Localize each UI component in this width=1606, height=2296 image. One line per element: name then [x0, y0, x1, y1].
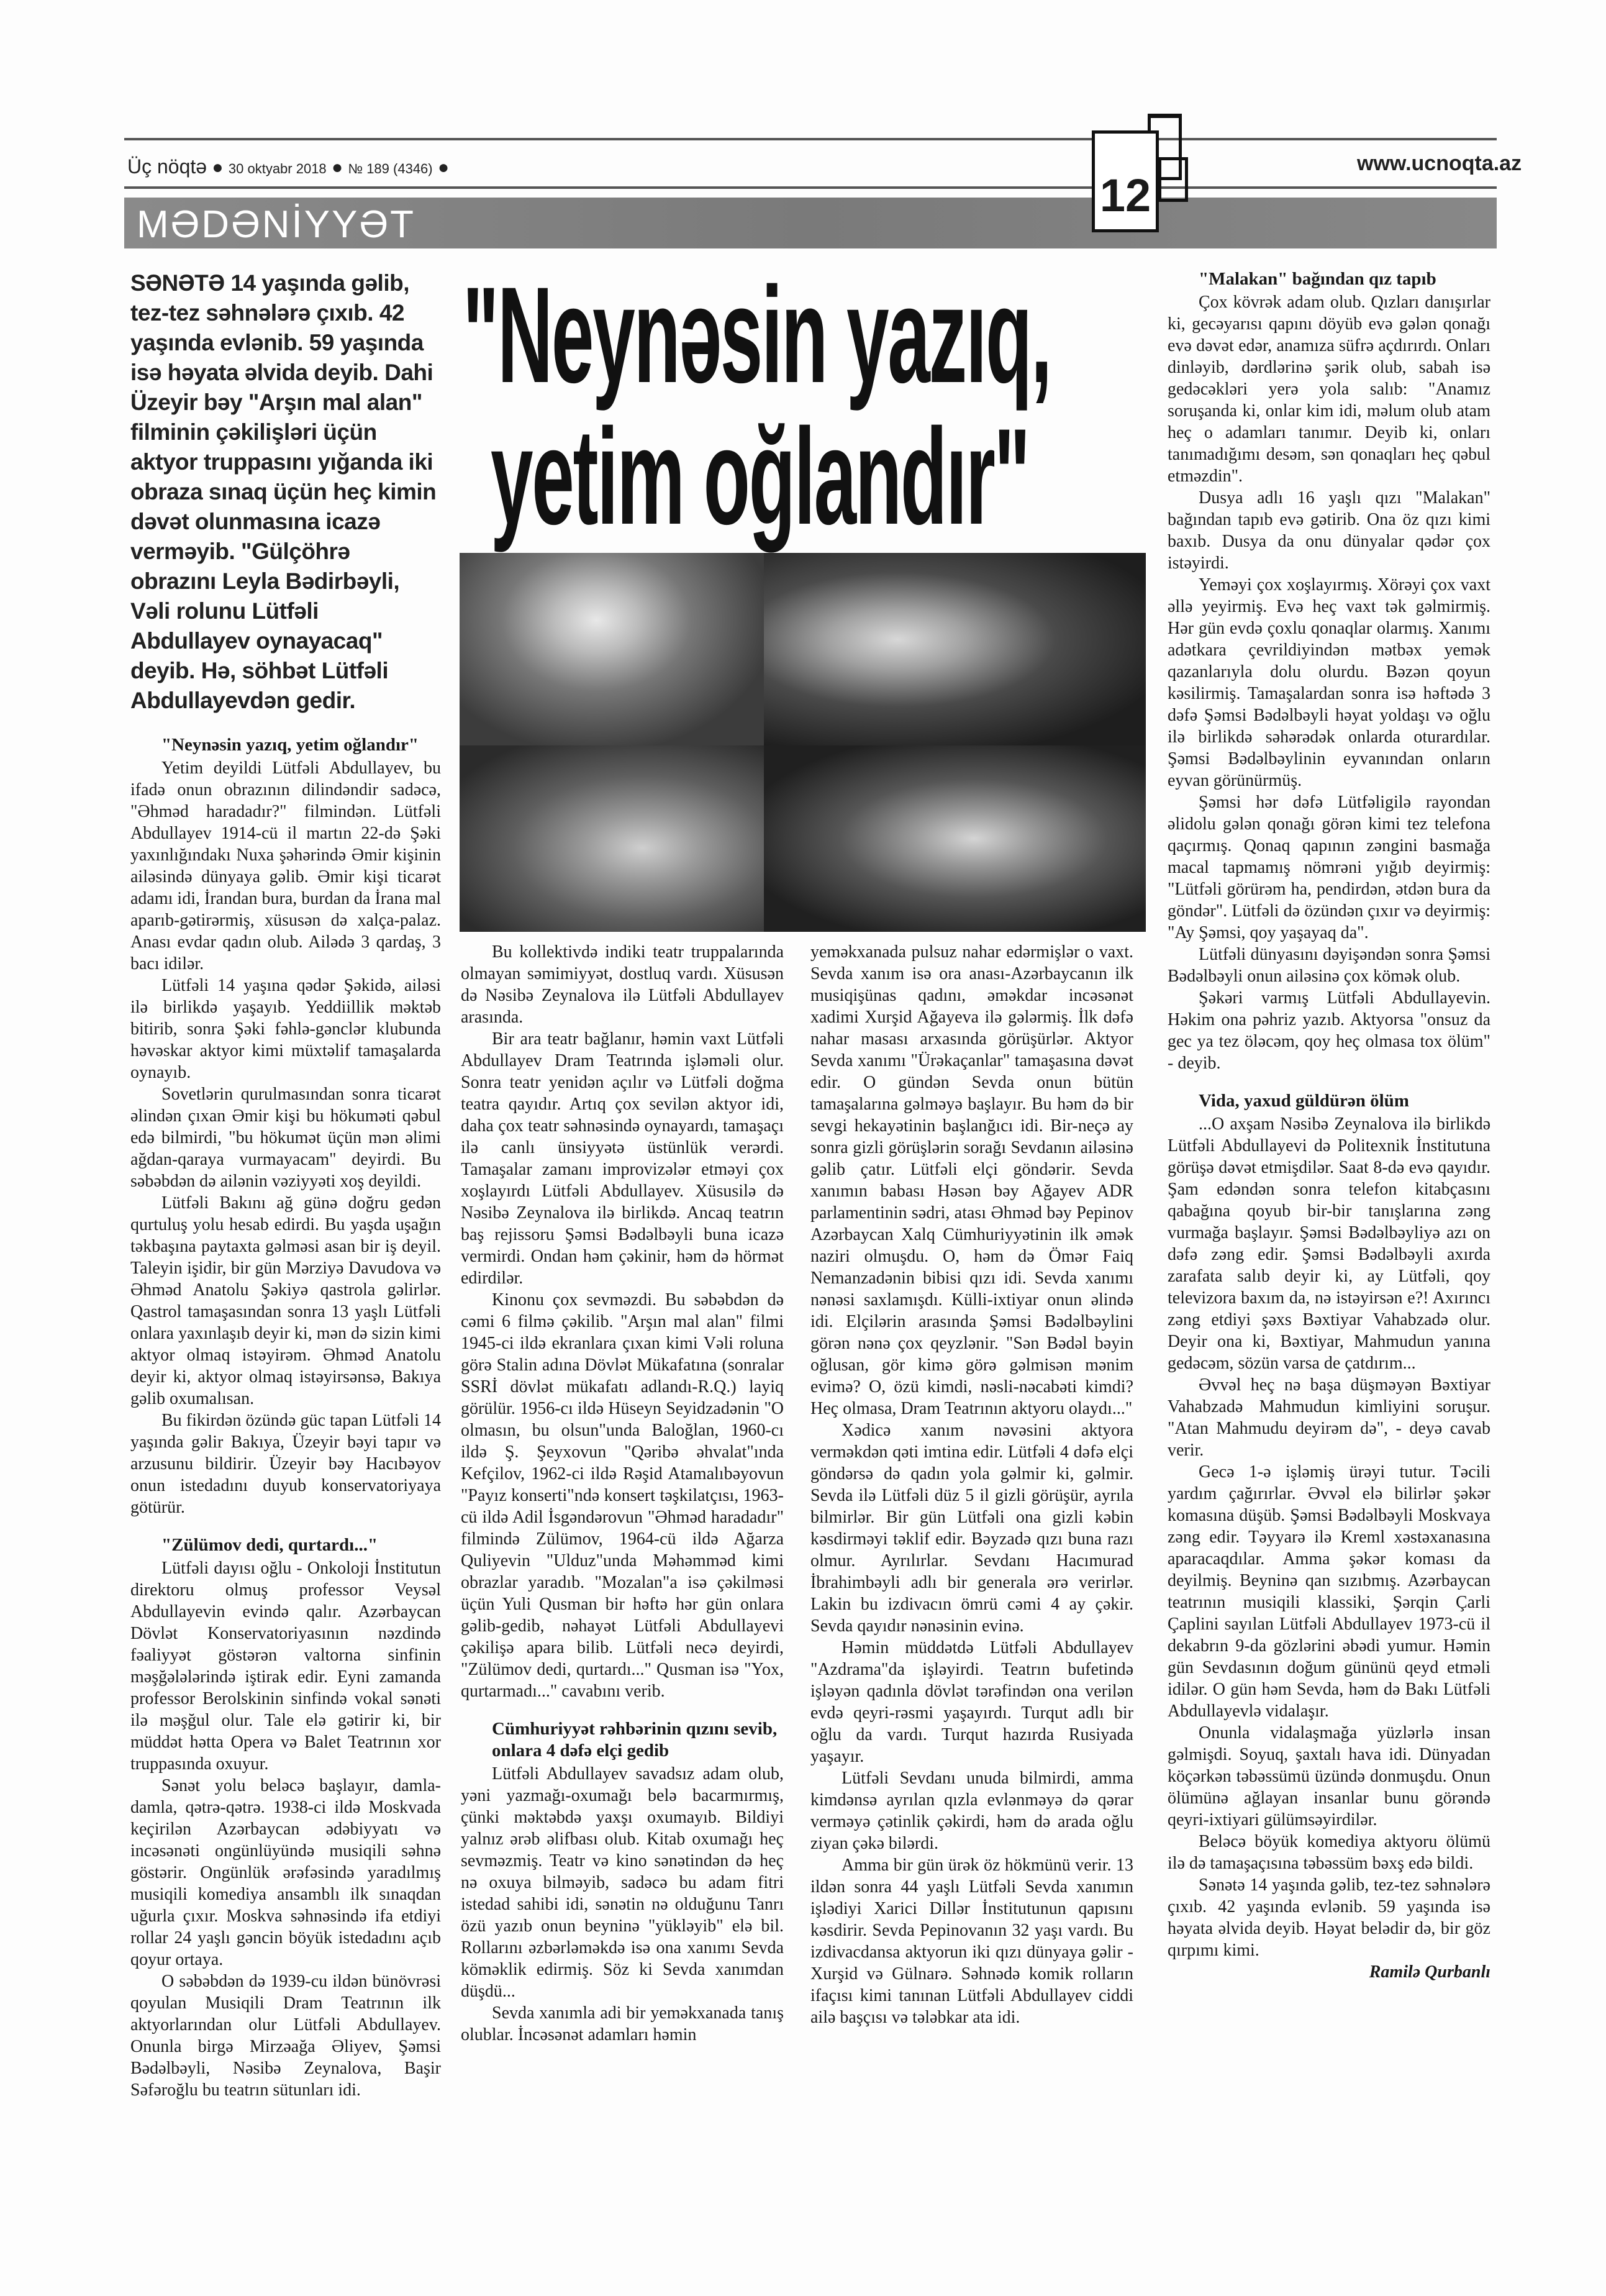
paragraph: Şəmsi hər dəfə Lütfəligilə rayondan əlidolu gələn qonağı görən kimi tez telefona qaçırmış. Qonaq qapının zəngini basmağa macal tapmamış nömrəni yığıb deyirmiş: "Lütfəli görürəm ha, pendirdən, ətdən bura da göndər". Lütfəli də özündən çıxır və deyirmiş: "Ay Şəmsi, qoy yaşayaq da".: [1168, 793, 1490, 942]
header-info: [127, 155, 449, 178]
paragraph: Lütfəli Abdullayev savadsız adam olub, yəni yazmağı-oxumağı belə bacarmırmış, çünki məktəbdə yaxşı oxumayıb. Bildiyi yalnız ərəb əlifbası olub. Kitab oxumağı heç sevməzmiş. Teatr və kino sənətindən də heç nə oxuya bilməyib, sadəcə bu adam fitri istedad sahibi idi, sənətin nə olduğunu Tanrı özü yazıb onun beyninə "yükləyib" elə bil. Rollarını əzbərləməkdə isə ona xanımı Sevda köməklik edirmiş. Söz ki Sevda xanımdan düşdü...: [461, 1764, 784, 2001]
photo-man-in-cap: [764, 745, 1146, 932]
paragraph: Dusya adlı 16 yaşlı qızı "Malakan" bağından tapıb evə gətirib. Ona öz qızı kimi baxıb. Dusya da onu dünyalar qədər çox istəyirdi.: [1168, 488, 1490, 573]
paper-name: Üç nöqtə: [127, 155, 207, 178]
paragraph: Bu fikirdən özündə güc tapan Lütfəli 14 yaşında gəlir Bakıya, Üzeyir bəyi tapır və arzusunu bildirir. Üzeyir bəy Hacıbəyov onun istedadını duyub konservatoriyaya götürür.: [130, 1411, 441, 1517]
paragraph: Həmin müddətdə Lütfəli Abdullayev "Azdrama"da işləyirdi. Teatrın bufetində işləyən qadınla dövlət tərəfindən ona verilən evdə qeyri-rəsmi yaşayırdı. Turqut adlı bir oğlu da vardı. Turqut hazırda Rusiyada yaşayır.: [810, 1638, 1133, 1766]
article-title-line-2: yetim oğlandır": [491, 400, 1029, 553]
paragraph: Onunla vidalaşmağa yüzlərlə insan gəlmişdi. Soyuq, şaxtalı hava idi. Dünyadan köçərkən təbəssümü üzündə donmuşdu. Onun ölümünə ağlayan insanlar bunu görəndə qeyri-ixtiyari gülümsəyirdilər.: [1168, 1723, 1490, 1829]
paragraph: Sənətə 14 yaşında gəlib, tez-tez səhnələrə çıxıb. 42 yaşında evlənib. 59 yaşında isə həyata əlvida deyib. Həyat belədir də, bir göz qırpımı kimi.: [1168, 1875, 1490, 1960]
page-number: 12: [1099, 170, 1151, 221]
subheading: Cümhuriyyət rəhbərinin qızını sevib, onlara 4 dəfə elçi gedib: [492, 1719, 778, 1761]
subheading: Vida, yaxud güldürən ölüm: [1199, 1091, 1409, 1111]
section-title: MƏDƏNİYYƏT: [137, 203, 415, 246]
paragraph: Gecə 1-ə işləmiş ürəyi tutur. Təcili yardım çağırırlar. Əvvəl elə bilirlər şəkər komasına düşüb. Şəmsi Bədəlbəyli Moskvaya zəng edir. Təyyarə ilə Kreml xəstəxanasına aparacaqdılar. Amma şəkər koması da deyilmiş. Beyninə qan sızıbmış. Azərbaycan teatrının musiqili klassiki, Şərqin Çarli Çaplini sayılan Lütfəli Abdullayev 1973-cü il dekabrın 9-da gözlərini əbədi yumur. Həmin gün Sevdasının doğum gününü qeyd etməli idilər. O gün həm Sevda, həm də Bakı Lütfəli Abdullayevlə vidalaşır.: [1168, 1462, 1490, 1721]
paragraph: yeməkxanada pulsuz nahar edərmişlər o vaxt. Sevda xanım isə ora anası-Azərbaycanın ilk musiqişünas qadını, əməkdar incəsənət xadimi Xurşid Ağayeva ilə gələrmiş. İlk dəfə nahar masası arxasında görüşürlər. Aktyor Sevda xanımı "Ürəkaçanlar" tamaşasına dəvət edir. O gündən Sevda onun bütün tamaşalarına gəlməyə başlayır. Bu həm də bir sevgi hekayətinin başlanğıcı idi. Bir-neçə ay sonra gizli görüşlərin sorağı Sevdanın ailəsinə gəlib çatır. Lütfəli elçi göndərir. Sevda xanımın babası Həsən bəy Ağayev ADR parlamentinin sədri, atası Əhməd bəy Pepinov Azərbaycan Xalq Cümhuriyyətinin ilk əmək naziri olmuşdu. O, həm də Ömər Faiq Nemanzadənin bibisi qızı idi. Sevda xanımı nənəsi saxlamışdı. Külli-ixtiyar onun əlində idi. Elçilərin arasında Şəmsi Bədəlbəylini görən nənə çox qeyzlənir. "Sən Bədəl bəyin oğlusan, gör kimə görə gəlmisən mənim evimə? O, özü kimdi, nəsli-nəcabəti kimdi? Heç olmasa, Dram Teatrının aktyoru olaydı...": [810, 942, 1133, 1418]
article-column-4: [1168, 268, 1490, 1983]
subheading: "Zülümov dedi, qurtardı...": [161, 1535, 378, 1555]
decor-square: [1158, 157, 1188, 202]
paragraph: Əvvəl heç nə başa düşməyən Bəxtiyar Vahabzadə Mahmudun kimliyini soruşur. "Atan Mahmudu deyirəm də", - deyə cavab verir.: [1168, 1375, 1490, 1460]
paragraph: Çox kövrək adam olub. Qızları danışırlar ki, gecəyarısı qapını döyüb evə gələn qonağı evə dəvət edər, anamıza süfrə açdırırdı. Onları dinləyib, dərdlərinə şərik olub, sabah isə gedəcəkləri yerə yola salıb: "Anamız soruşanda ki, onlar kim idi, məlum olub atam heç o adamları tanımır. Deyib ki, onları tanımadığımı desəm, sən qonaqları heç qəbul etməzdin".: [1168, 293, 1490, 486]
paragraph: Lütfəli dünyasını dəyişəndən sonra Şəmsi Bədəlbəyli onun ailəsinə çox kömək olub.: [1168, 945, 1490, 986]
paragraph: ...O axşam Nəsibə Zeynalova ilə birlikdə Lütfəli Abdullayevi də Politexnik İnstitutuna görüşə dəvət etmişdilər. Saat 8-də evə qayıdır. Şam edəndən sonra telefon kitabçasını qabağına qoyub bir-bir tanışlarına zəng vurmağa başlayır. Şəmsi Bədəlbəyliyə azı on dəfə zəng edir. Şəmsi Bədəlbəyli axırda zarafata salıb deyir ki, ay Lütfəli, qoy televizora baxım da, nə istəyirsən e?! Axırıncı zəng etdiyi şəxs Bəxtiyar Vahabzadə olur. Deyir ona ki, Bəxtiyar, Mahmudun yanına gedəcəm, sözün varsa de çatdırım...: [1168, 1114, 1490, 1373]
paragraph: Lütfəli 14 yaşına qədər Şəkidə, ailəsi ilə birlikdə yaşayıb. Yeddiillik məktəb bitirib, sonra Şəki fəhlə-gənclər klubunda həvəskar aktyor kimi müxtəlif tamaşalarda oynayıb.: [130, 976, 441, 1082]
header-top-rule: [124, 138, 1497, 140]
paragraph: Sevda xanımla adi bir yeməkxanada tanış olublar. İncəsənət adamları həmin: [461, 2003, 784, 2044]
paragraph: Sənət yolu beləcə başlayır, damla-damla, qətrə-qətrə. 1938-ci ildə Moskvada keçirilən Azərbaycan ədəbiyyatı və incəsənəti ongünlüyündə musiqili səhnə göstərir. Ongünlük ərəfəsində yaradılmış musiqili komediya ansamblı ilk sınaqdan uğurla çıxır. Moskva səhnəsində ifa etdiyi rollar 24 yaşlı gəncin böyük istedadını açıb qoyur ortaya.: [130, 1776, 441, 1969]
article-column-2: [461, 941, 784, 2046]
paragraph: O səbəbdən də 1939-cu ildən bünövrəsi qoyulan Musiqili Dram Teatrının ilk aktyorlarından olur Lütfəli Abdullayev. Onunla birgə Mirzəağa Əliyev, Şəmsi Bədəlbəyli, Nəsibə Zeynalova, Başir Səfəroğlu bu teatrın sütunları idi.: [130, 1972, 441, 2100]
paragraph: Lütfəli dayısı oğlu - Onkoloji İnstitutun direktoru olmuş professor Veysəl Abdullayevin evində qalır. Azərbaycan Dövlət Konservatoriyasının nəzdində fəaliyyət göstərən valtorna sinfinin məşğələlərində iştirak edir. Eyni zamanda professor Berolskinin sinfində vokal sənəti ilə məşğul olur. Tale elə gətirir ki, bir müddət hətta Opera və Balet Teatrının xor truppasında oxuyur.: [130, 1559, 441, 1774]
article-title: [463, 258, 1146, 553]
article-title-line-1: "Neynəsin yazıq,: [463, 258, 1051, 411]
paragraph: Şəkəri varmış Lütfəli Abdullayevin. Həkim ona pəhriz yazıb. Aktyorsa "onsuz da gec ya tez öləcəm, qoy heç olmasa tox ölüm" - deyib.: [1168, 988, 1490, 1073]
paragraph: Bir ara teatr bağlanır, həmin vaxt Lütfəli Abdullayev Dram Teatrında işləməli olur. Sonra teatr yenidən açılır və Lütfəli doğma teatra qayıdır. Artıq çox sevilən aktyor idi, daha çox teatr səhnəsində oynayardı, tamaşaçı ilə canlı ünsiyyətə üstünlük verərdi. Tamaşalar zamanı improvizələr etməyi çox xoşlayırdı Lütfəli Abdullayev. Xüsusilə də Nəsibə Zeynalova ilə birlikdə. Ancaq teatrın baş rejissoru Şəmsi Bədəlbəyli buna icazə vermirdi. Ondan həm çəkinir, həm də hörmət edirdilər.: [461, 1029, 784, 1288]
paragraph: Bu kollektivdə indiki teatr truppalarında olmayan səmimiyyət, dostluq vardı. Xüsusən də Nəsibə Zeynalova ilə Lütfəli Abdullayev arasında.: [461, 942, 784, 1027]
paragraph: Lütfəli Sevdanı unuda bilmirdi, amma kimdənsə ayrılan qızla evlənməyə də qərar verməyə çətinlik çəkirdi, həm də arada oğlu ziyan çəkə bilərdi.: [810, 1769, 1133, 1853]
paragraph: Sovetlərin qurulmasından sonra ticarət əlindən çıxan Əmir kişi bu hökuməti qəbul edə bilmirdi, "bu hökumət üçün mən əlimi ağdan-qaraya vurmayacam" deyirdi. Bu səbəbdən də ailənin vəziyyəti xoş deyildi.: [130, 1085, 441, 1191]
website-link[interactable]: www.ucnoqta.az: [1357, 152, 1522, 175]
subheading: "Malakan" bağından qız tapıb: [1199, 269, 1436, 289]
column-1-wrapper: [130, 268, 441, 2101]
bullet-icon: ●: [212, 157, 224, 178]
page-number-box: [1092, 130, 1159, 232]
paragraph: Amma bir gün ürək öz hökmünü verir. 13 ildən sonra 44 yaşlı Lütfəli Sevda xanımın işlədiyi Xarici Dillər İnstitutunun qapısını kəsdirir. Sevda Pepinovanın 32 yaşı vardı. Bu izdivacdansa aktyorun iki qızı dünyaya gəlir - Xurşid və Gülnarə. Səhnədə komik rolların ifaçısı kimi tanınan Lütfəli Abdullayev ciddi ailə başçısı və tələbkar ata idi.: [810, 1856, 1133, 2027]
photo-woman-and-man: [460, 745, 764, 932]
paragraph: Xədicə xanım nəvəsini aktyora verməkdən qəti imtina edir. Lütfəli 4 dəfə elçi göndərsə də qadın yola gəlmir ki, gəlmir. Sevda ilə Lütfəli düz 5 il gizli görüşür, ayrıla bilmirlər. Bir gün Lütfəli ona gizli kəbin kəsdirməyi təklif edir. Bəyzadə qızı buna razı olmur. Ayrılırlar. Sevdanı Hacımurad İbrahimbəyli adlı bir generala ərə verirlər. Lakin bu izdivacın ömrü cəmi 4 ay çəkir. Sevda qayıdır nənəsinin evinə.: [810, 1421, 1133, 1636]
article-lead: SƏNƏTƏ 14 yaşında gəlib, tez-tez səhnələrə çıxıb. 42 yaşında evlənib. 59 yaşında isə həyata əlvida deyib. Dahi Üzeyir bəy "Arşın mal alan" filminin çəkilişləri üçün aktyor truppasını yığanda iki obraza sınaq üçün heç kimin dəvət olunmasına icazə verməyib. "Gülçöhrə obrazını Leyla Bədirbəyli, Vəli rolunu Lütfəli Abdullayev oynayacaq" deyib. Hə, söhbət Lütfəli Abdullayevdən gedir.: [130, 270, 437, 713]
paragraph: Lütfəli Bakını ağ günə doğru gedən qurtuluş yolu hesab edirdi. Bu yaşda uşağın təkbaşına paytaxta gəlməsi asan bir iş deyil. Taleyin işidir, bir gün Mərziyə Davudova və Əhməd Anatolu Şəkiyə qastrola gəlirlər. Qastrol tamaşasından sonra 13 yaşlı Lütfəli onlara yaxınlaşıb deyir ki, mən də sizin kimi aktyor olmaq istəyirəm. Əhməd Anatolu deyir ki, aktyor olmaq istəyirsənsə, Bakıya gəlib oxumalısan.: [130, 1193, 441, 1408]
subheading: "Neynəsin yazıq, yetim oğlandır": [161, 735, 419, 755]
photo-man-with-child: [764, 553, 1146, 745]
issue-date: 30 oktyabr 2018: [228, 161, 327, 176]
article-column-3: [810, 941, 1133, 2028]
article-column-1: [130, 734, 441, 2101]
paragraph: Beləcə böyük komediya aktyoru ölümü ilə də tamaşaçısına təbəssüm bəxş edə bildi.: [1168, 1832, 1490, 1873]
photo-man-in-headscarf: [460, 553, 764, 745]
issue-number: № 189 (4346): [348, 161, 433, 176]
photo-collage: [460, 553, 1146, 932]
paragraph: Yetim deyildi Lütfəli Abdullayev, bu ifadə onun obrazının dilindəndir sadəcə, "Əhməd haradadır?" filmindən. Lütfəli Abdullayev 1914-cü il martın 22-də Şəki yaxınlığındakı Nuxa şəhərində Əmir kişinin ailəsində dünyaya gəlib. Əmir kişi ticarət adamı idi, İrandan bura, burdan da İrana mal aparıb-gətirərmiş, xüsusən də xalça-palaz. Anası evdar qadın olub. Ailədə 3 qardaş, 3 bacı idilər.: [130, 758, 441, 973]
bullet-icon: ●: [332, 157, 343, 178]
bullet-icon: ●: [437, 157, 450, 178]
header-bottom-rule: [124, 186, 1497, 189]
paragraph: Kinonu çox sevməzdi. Bu səbəbdən də cəmi 6 filmə çəkilib. "Arşın mal alan" filmi 1945-ci ildə ekranlara çıxan kimi Vəli roluna görə Stalin adına Dövlət Mükafatına (sonralar SSRİ dövlət mükafatı adlandı-R.Q.) layiq görülür. 1956-cı ildə Hüseyn Seyidzadənin "O olmasın, bu olsun"unda Baloğlan, 1960-cı ildə Ş. Şeyxovun "Qəribə əhvalat"ında Kefçilov, 1962-ci ildə Rəşid Atamalıbəyovun "Payız konserti"ndə konsert təşkilatçısı, 1963-cü ildə Adil İsgəndərovun "Əhməd haradadır" filmində Zülümov, 1964-cü ildə Ağarza Quliyevin "Ulduz"unda Məhəmməd kimi obrazlar yaradıb. "Mozalan"a isə çəkilməsi üçün Yuli Qusman bir həftə hər gün onlara gəlib-gedib, nəhayət Lütfəli Abdullayevi çəkilişə apara bilib. Lütfəli necə deyirdi, "Zülümov dedi, qurtardı..." Qusman isə "Yox, qurtarmadı..." cavabını verib.: [461, 1290, 784, 1701]
paragraph: Yeməyi çox xoşlayırmış. Xörəyi çox vaxt əllə yeyirmiş. Evə heç vaxt tək gəlmirmiş. Hər gün evdə çoxlu qonaqlar olarmış. Xanımı adətkara çevrildiyindən mətbəx yemək qazanlarıyla dolu olurdu. Bəzən qoyun kəsilirmiş. Tamaşalardan sonra isə həftədə 3 dəfə Şəmsi Bədəlbəyli həyat yoldaşı və oğlu ilə birlikdə səhərədək onlarda oturardılar. Şəmsi Bədəlbəylinin eyvanından onların eyvan görünürmüş.: [1168, 575, 1490, 790]
author-byline: Ramilə Qurbanlı: [1369, 1962, 1490, 1982]
